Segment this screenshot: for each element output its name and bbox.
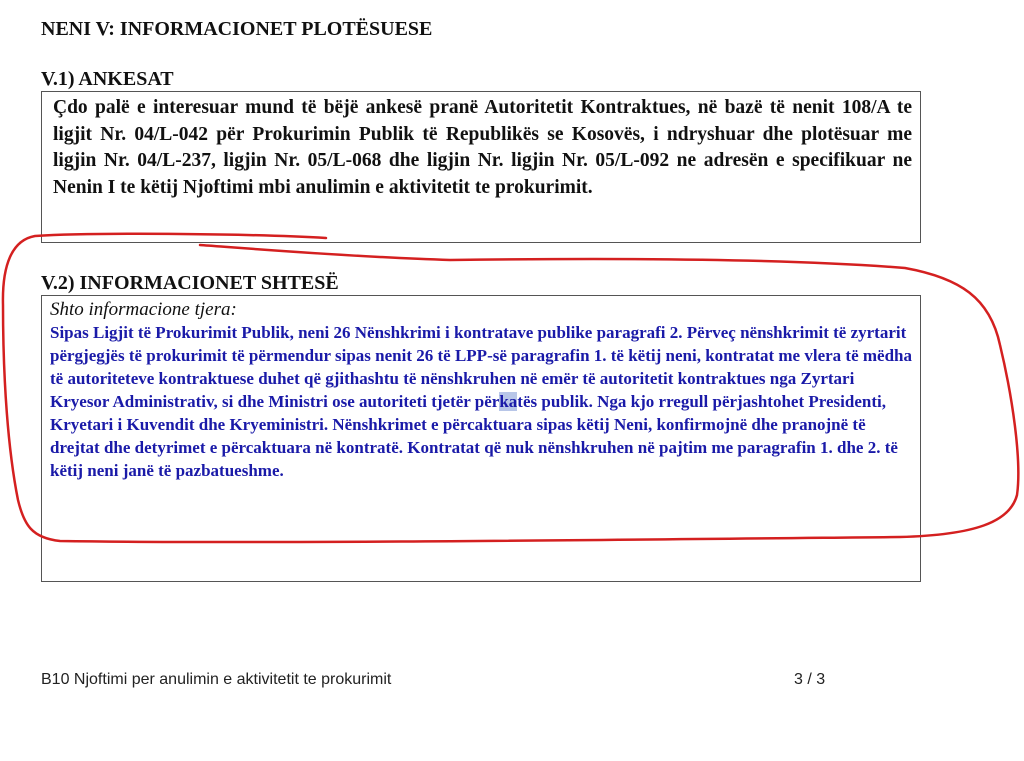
footer-document-name: B10 Njoftimi per anulimin e aktivitetit te prokurimit (41, 671, 392, 688)
ankesat-box (41, 91, 921, 243)
section-ankesat-title: V.1) ANKESAT (41, 68, 174, 90)
text-selection-highlight: ka (499, 392, 518, 411)
info-label: Shto informacione tjera: (50, 299, 237, 320)
info-text (50, 321, 912, 482)
section-shtese-title: V.2) INFORMACIONET SHTESË (41, 272, 339, 294)
footer-page-number: 3 / 3 (794, 671, 826, 688)
main-title: NENI V: INFORMACIONET PLOTËSUESE (41, 18, 433, 40)
shtese-box (41, 295, 921, 582)
info-text-part-2: tës publik. Nga kjo rregull përjashtohet Presidenti, Kryetari i Kuvendit dhe Kryeministri. Nënshkrimet e përcaktuara sipas këtij Neni, konfirmojnë dhe pranojnë të drejtat dhe detyrimet e përcaktuara në kontratë. Kontratat që nuk nënshkruhen në pajtim me paragrafin 1. dhe 2. të këtij neni janë të pazbatueshme. (50, 392, 898, 480)
ankesat-text: Çdo palë e interesuar mund të bëjë ankesë pranë Autoritetit Kontraktues, në bazë të nenit 108/A te ligjit Nr. 04/L-042 për Prokurimin Publik të Republikës se Kosovës, i ndryshuar dhe plotësuar me ligjin Nr. 04/L-237, ligjin Nr. 05/L-068 dhe ligjin Nr. ligjin Nr. 05/L-092 ne adresën e specifikuar ne Nenin I te këtij Njoftimi mbi anulimin e aktivitetit te prokurimit. (53, 97, 912, 198)
info-text-part-1: Sipas Ligjit të Prokurimit Publik, neni 26 Nënshkrimi i kontratave publike paragrafi 2. Përveç nënshkrimit të zyrtarit përgjegjës të prokurimit të përmendur sipas nenit 26 të LPP-së paragrafin 1. të këtij neni, kontratat me vlera të mëdha të autoriteteve kontraktuese duhet që gjithashtu të nënshkruhen në emër të autoritetit kontraktues nga Zyrtari Kryesor Administrativ, si dhe Ministri ose autoriteti tjetër për (50, 323, 912, 411)
